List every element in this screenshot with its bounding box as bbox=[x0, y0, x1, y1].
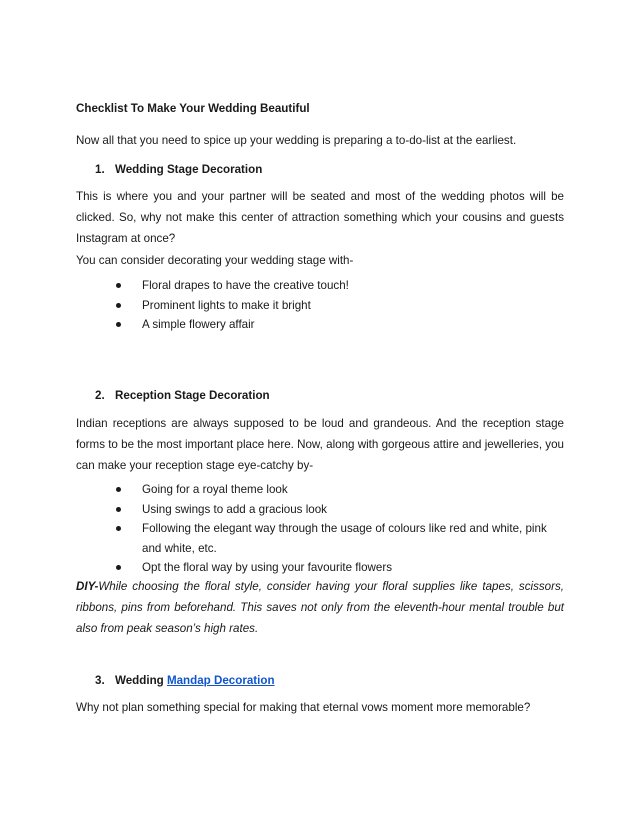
section-3-number: 3. bbox=[95, 674, 105, 687]
bullet-icon bbox=[116, 507, 121, 512]
section-1-paragraph: This is where you and your partner will be seated and most of the wedding photos will be clicked. So, why not make this center of attraction something which your cousins and guests Instagram at once? bbox=[76, 190, 564, 245]
bullet-icon bbox=[116, 526, 121, 531]
list-item: A simple flowery affair bbox=[116, 315, 564, 335]
section-2-number: 2. bbox=[95, 389, 105, 402]
list-item: Prominent lights to make it bright bbox=[116, 296, 564, 316]
intro-paragraph: Now all that you need to spice up your wedding is preparing a to-do-list at the earliest. bbox=[76, 134, 517, 147]
section-3-paragraph: Why not plan something special for making that eternal vows moment more memorable? bbox=[76, 701, 531, 714]
section-3-heading bbox=[95, 670, 275, 691]
diy-label: DIY- bbox=[76, 580, 99, 593]
section-2-title: Reception Stage Decoration bbox=[115, 389, 270, 402]
document-title: Checklist To Make Your Wedding Beautiful bbox=[76, 102, 310, 115]
diy-text: While choosing the floral style, consider having your floral supplies like tapes, scissors, ribbons, pins from beforehand. This saves not only from the eleventh-hour mental trouble but also from peak season’s high rates. bbox=[76, 580, 564, 635]
section-1-heading bbox=[95, 159, 262, 180]
list-item: Floral drapes to have the creative touch! bbox=[116, 276, 564, 296]
section-1-bullet-list bbox=[116, 276, 564, 335]
bullet-icon bbox=[116, 303, 121, 308]
section-2-bullet-list bbox=[116, 480, 564, 578]
mandap-decoration-link[interactable]: Mandap Decoration bbox=[166, 674, 275, 687]
section-2-heading bbox=[95, 385, 270, 406]
list-item: Opt the floral way by using your favourite flowers bbox=[116, 558, 564, 578]
bullet-icon bbox=[116, 565, 121, 570]
bullet-icon bbox=[116, 487, 121, 492]
list-item: Following the elegant way through the usage of colours like red and white, pink and white, etc. bbox=[116, 519, 564, 558]
section-3-title-prefix: Wedding bbox=[115, 674, 167, 687]
diy-paragraph bbox=[76, 576, 564, 639]
section-2-paragraph: Indian receptions are always supposed to be loud and grandeous. And the reception stage forms to be the most important place here. Now, along with gorgeous attire and jewelleries, you can make your reception stage eye-catchy by- bbox=[76, 417, 564, 472]
list-item: Going for a royal theme look bbox=[116, 480, 564, 500]
list-item: Using swings to add a gracious look bbox=[116, 500, 564, 520]
section-1-lead: You can consider decorating your wedding stage with- bbox=[76, 254, 354, 267]
bullet-icon bbox=[116, 322, 121, 327]
bullet-icon bbox=[116, 283, 121, 288]
section-1-number: 1. bbox=[95, 163, 105, 176]
section-1-title: Wedding Stage Decoration bbox=[115, 163, 263, 176]
